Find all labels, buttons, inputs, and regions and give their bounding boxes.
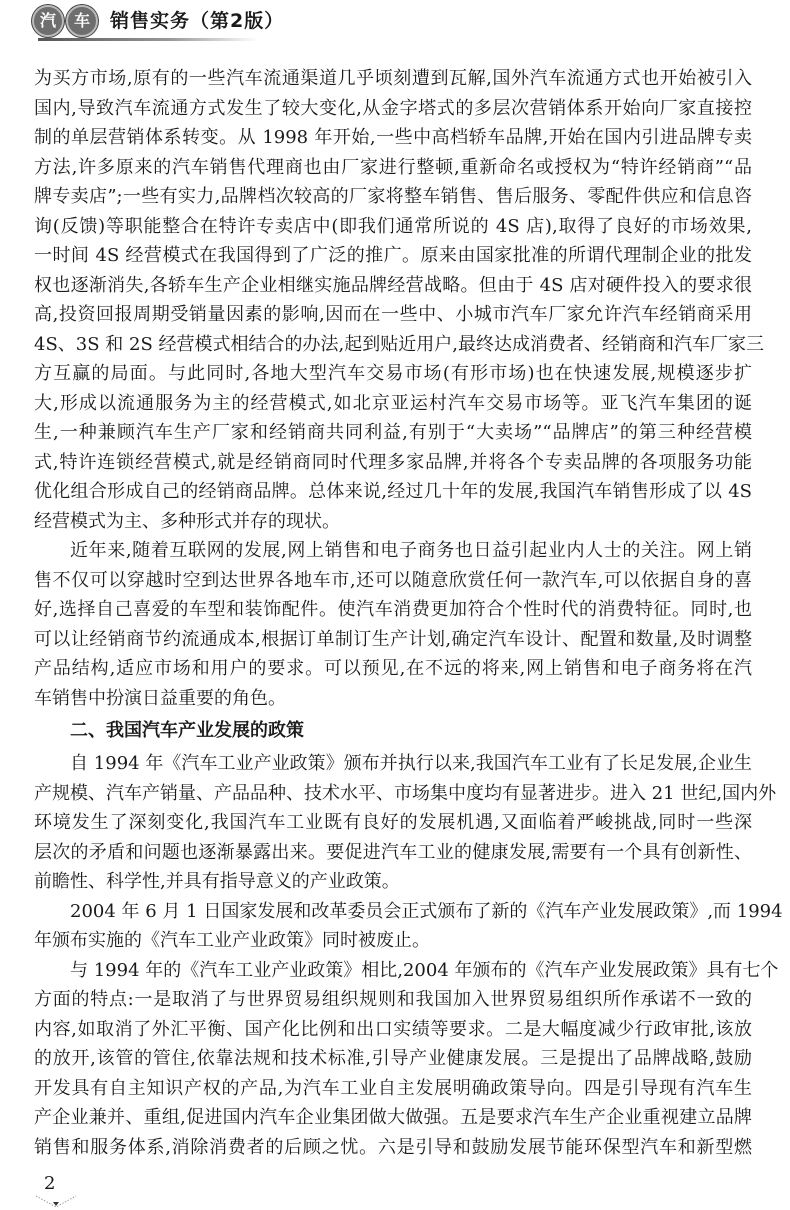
- text-line: 与 1994 年的《汽车工业产业政策》相比,2004 年颁布的《汽车产业发展政策》具有七个: [70, 959, 779, 981]
- text-line: 一时间 4S 经营模式在我国得到了广泛的推广。原来由国家批准的所谓代理制企业的批发: [34, 245, 752, 266]
- text-line: 近年来,随着互联网的发展,网上销售和电子商务也日益引起业内人士的关注。网上销: [70, 540, 752, 561]
- text-line: 自 1994 年《汽车工业产业政策》颁布并执行以来,我国汽车工业有了长足发展,企业生: [70, 753, 752, 774]
- text-line: 环境发生了深刻变化,我国汽车工业既有良好的发展机遇,又面临着严峻挑战,同时一些深: [34, 812, 752, 833]
- text-line: 4S、3S 和 2S 经营模式相结合的办法,起到贴近用户,最终达成消费者、经销商和汽车厂家三: [34, 333, 764, 355]
- section-heading: 二、我国汽车产业发展的政策: [70, 720, 304, 741]
- text-line: 优化组合形成自己的经销商品牌。总体来说,经过几十年的发展,我国汽车销售形成了以 4S: [34, 481, 752, 502]
- paragraph: [34, 536, 752, 713]
- text-line: 高,投资回报周期受销量因素的影响,因而在一些中、小城市汽车厂家允许汽车经销商采用: [34, 304, 752, 325]
- text-line: 层次的矛盾和问题也逐渐暴露出来。要促进汽车工业的健康发展,需要有一个具有创新性、: [34, 841, 752, 863]
- text-line: 方法,许多原来的汽车销售代理商也由厂家进行整顿,重新命名或授权为“特许经销商”“品: [34, 156, 752, 178]
- page-number: 2: [44, 1173, 56, 1194]
- text-line: 权也逐渐消失,各轿车生产企业相继实施品牌经营战略。但由于 4S 店对硬件投入的要求很: [34, 274, 752, 296]
- text-line: 的放开,该管的管住,依靠法规和技术标准,引导产业健康发展。三是提出了品牌战略,鼓励: [34, 1048, 752, 1069]
- text-line: 前瞻性、科学性,并具有指导意义的产业政策。: [34, 871, 400, 892]
- text-line: 国内,导致汽车流通方式发生了较大变化,从金字塔式的多层次营销体系开始向厂家直接控: [34, 97, 752, 119]
- text-line: 开发具有自主知识产权的产品,为汽车工业自主发展明确政策导向。四是引导现有汽车生: [34, 1077, 752, 1099]
- page-body: [34, 64, 783, 1162]
- text-line: 方面的特点:一是取消了与世界贸易组织规则和我国加入世界贸易组织所作承诺不一致的: [34, 989, 752, 1010]
- text-line: 大,形成以流通服务为主的经营模式,如北京亚运村汽车交易市场等。亚飞汽车集团的诞: [34, 392, 752, 414]
- text-line: 内容,如取消了外汇平衡、国产化比例和出口实绩等要求。二是大幅度减少行政审批,该放: [34, 1018, 752, 1040]
- paragraph: [34, 749, 777, 897]
- page-ornament-icon: [36, 1195, 76, 1209]
- text-line: 产企业兼并、重组,促进国内汽车企业集团做大做强。五是要求汽车生产企业重视建立品牌: [34, 1107, 752, 1128]
- text-line: 可以让经销商节约流通成本,根据订单制订生产计划,确定汽车设计、配置和数量,及时调整: [34, 628, 752, 650]
- text-line: 售不仅可以穿越时空到达世界各地车市,还可以随意欣赏任何一款汽车,可以依据自身的喜: [34, 569, 752, 591]
- text-line: 方互赢的局面。与此同时,各地大型汽车交易市场(有形市场)也在快速发展,规模逐步扩: [34, 363, 752, 384]
- text-line: 生,一种兼顾汽车生产厂家和经销商共同利益,有别于“大卖场”“品牌店”的第三种经营模: [34, 422, 752, 443]
- text-line: 车销售中扮演日益重要的角色。: [34, 687, 286, 709]
- text-line: 为买方市场,原有的一些汽车流通渠道几乎顷刻遭到瓦解,国外汽车流通方式也开始被引入: [34, 68, 752, 89]
- text-line: 产规模、汽车产销量、产品品种、技术水平、市场集中度均有显著进步。进入 21 世纪,国内外: [34, 782, 777, 804]
- text-line: 经营模式为主、多种形式并存的现状。: [34, 510, 340, 532]
- paragraph: [34, 64, 764, 536]
- logo-char-1: 汽: [32, 5, 64, 37]
- header-divider: [38, 38, 258, 41]
- text-line: 2004 年 6 月 1 日国家发展和改革委员会正式颁布了新的《汽车产业发展政策》,而 1994: [70, 900, 783, 922]
- text-line: 年颁布实施的《汽车工业产业政策》同时被废止。: [34, 930, 430, 951]
- logo-char-2: 车: [66, 5, 98, 37]
- running-header: [32, 4, 284, 38]
- text-line: 牌专卖店”;一些有实力,品牌档次较高的厂家将整车销售、售后服务、零配件供应和信息咨: [34, 186, 752, 207]
- paragraph: [34, 956, 779, 1163]
- text-line: 销售和服务体系,消除消费者的后顾之忧。六是引导和鼓励发展节能环保型汽车和新型燃: [34, 1136, 752, 1158]
- text-line: 式,特许连锁经营模式,就是经销商同时代理多家品牌,并将各个专卖品牌的各项服务功能: [34, 451, 752, 473]
- book-title: 销售实务（第2版）: [110, 10, 285, 32]
- text-line: 产品结构,适应市场和用户的要求。可以预见,在不远的将来,网上销售和电子商务将在汽: [34, 658, 752, 679]
- text-line: 好,选择自己喜爱的车型和装饰配件。使汽车消费更加符合个性时代的消费特征。同时,也: [34, 599, 752, 620]
- text-line: 询(反馈)等职能整合在特许专卖店中(即我们通常所说的 4S 店),取得了良好的市场效果,: [34, 215, 752, 237]
- paragraph: [34, 897, 783, 956]
- text-line: 制的单层营销体系转变。从 1998 年开始,一些中高档轿车品牌,开始在国内引进品牌专卖: [34, 127, 752, 148]
